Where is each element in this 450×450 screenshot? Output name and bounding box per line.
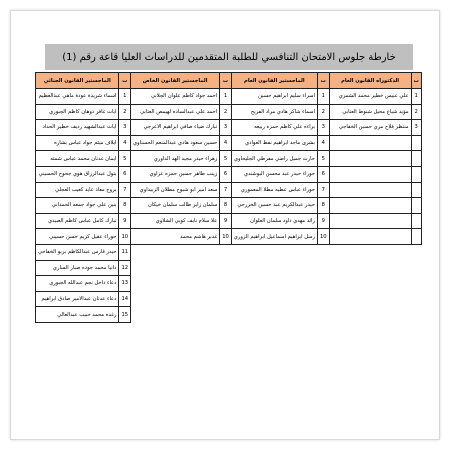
seat-number-cell: 3 xyxy=(411,120,421,136)
student-name-cell: اسماء شريدة عودة ماهي عبدالعظيم xyxy=(36,89,119,105)
student-name-cell: تبارك ضياء صافي ابراهيم الاعرجي xyxy=(131,120,220,136)
seat-number-cell: 10 xyxy=(317,229,329,245)
student-name-cell xyxy=(231,291,317,307)
header-master-private-law: الماجستير القانون الخاص xyxy=(131,73,220,89)
student-name-cell: حيدر عبدالكريم عبد حسين الخزرجي xyxy=(231,198,317,214)
student-name-cell xyxy=(329,198,411,214)
table-row xyxy=(36,182,422,198)
seat-number-cell xyxy=(411,151,421,167)
seat-number-cell: 1 xyxy=(411,89,421,105)
seat-number-cell: 14 xyxy=(119,291,131,307)
student-name-cell: رسل ابراهيم اسماعيل ابراهيم الزوري xyxy=(231,229,317,245)
seat-number-cell xyxy=(220,307,232,323)
student-name-cell xyxy=(131,291,220,307)
student-name-cell: مؤيد شياع محيل شنوط العتابي xyxy=(329,104,411,120)
student-name-cell: دانيا محمد جوده صبار الساري xyxy=(36,260,119,276)
student-name-cell xyxy=(131,307,220,323)
header-master-criminal-law: الماجستير القانون الجنائي xyxy=(36,73,119,89)
student-name-cell: سلمان زاير طالب سلمان خيكان xyxy=(131,198,220,214)
seat-number-cell: 7 xyxy=(119,182,131,198)
seat-number-cell: 9 xyxy=(220,213,232,229)
table-row xyxy=(36,291,422,307)
student-name-cell: بتول عبدالرزاق هوي جحوج الحسيني xyxy=(36,166,119,182)
student-name-cell: ايات غافر ذوهان كاظم الجبوري xyxy=(36,104,119,120)
student-name-cell xyxy=(231,276,317,292)
seat-number-cell xyxy=(317,276,329,292)
student-name-cell: سعد امير ابو شبوح مطلان الزبيداوي xyxy=(131,182,220,198)
table-row xyxy=(36,104,422,120)
header-row xyxy=(36,73,422,89)
seat-number-cell: 8 xyxy=(220,198,232,214)
seat-number-cell xyxy=(411,244,421,260)
seat-number-cell xyxy=(411,307,421,323)
student-name-cell: اسماء شاكر هادي مراد الفريح xyxy=(231,104,317,120)
seating-table xyxy=(35,72,422,323)
seat-number-cell: 2 xyxy=(317,104,329,120)
seat-number-cell xyxy=(411,198,421,214)
seat-number-cell: 5 xyxy=(220,151,232,167)
seat-number-cell: 4 xyxy=(317,135,329,151)
seating-table-body xyxy=(36,89,422,323)
table-row xyxy=(36,120,422,136)
seat-number-cell: 9 xyxy=(317,213,329,229)
seat-number-cell: 2 xyxy=(119,104,131,120)
student-name-cell: ايمان غدنان محمد عباس شمته xyxy=(36,151,119,167)
seat-number-cell xyxy=(411,166,421,182)
table-row xyxy=(36,307,422,323)
seat-number-cell: 10 xyxy=(220,229,232,245)
seat-number-cell: 2 xyxy=(220,104,232,120)
student-name-cell xyxy=(231,307,317,323)
seat-number-cell: 5 xyxy=(317,151,329,167)
seat-number-cell: 15 xyxy=(119,307,131,323)
seat-number-cell xyxy=(220,260,232,276)
student-name-cell: بروج معاذ عايد كعيب العجلي xyxy=(36,182,119,198)
student-name-cell: حيدر فارس عبدالكاظم بريو الخفاجي xyxy=(36,244,119,260)
student-name-cell xyxy=(329,182,411,198)
student-name-cell: زينب طاهر حسين حمزه عزاوي xyxy=(131,166,220,182)
student-name-cell: دعاء داخل نجم عبدالله الجبوري xyxy=(36,276,119,292)
header-n-master-public: ت xyxy=(317,73,329,89)
table-row xyxy=(36,89,422,105)
seat-number-cell: 6 xyxy=(220,166,232,182)
student-name-cell: اسراء سليم ابراهيم حسين xyxy=(231,89,317,105)
student-name-cell: احمد علي عبدالساده لهيمص العتابي xyxy=(131,104,220,120)
document-page xyxy=(10,10,440,440)
student-name-cell xyxy=(231,260,317,276)
seat-number-cell: 4 xyxy=(119,135,131,151)
student-name-cell xyxy=(329,213,411,229)
table-row xyxy=(36,260,422,276)
student-name-cell: براءه علي كاظم حمزه ربيعه xyxy=(231,120,317,136)
student-name-cell xyxy=(329,151,411,167)
student-name-cell xyxy=(329,307,411,323)
header-doctorate-public-law: الدكتوراه القانون العام xyxy=(329,73,411,89)
seat-number-cell: 5 xyxy=(119,151,131,167)
student-name-cell xyxy=(329,166,411,182)
seat-number-cell: 1 xyxy=(119,89,131,105)
student-name-cell xyxy=(131,276,220,292)
student-name-cell: رائد مهدي داود سلمان العلوان xyxy=(231,213,317,229)
student-name-cell xyxy=(329,291,411,307)
seat-number-cell xyxy=(411,182,421,198)
student-name-cell: منتظر فلاح مري حسين الخفاجي xyxy=(329,120,411,136)
student-name-cell: حوراء حيدر عبد محسن البوشندي xyxy=(231,166,317,182)
seat-number-cell: 12 xyxy=(119,260,131,276)
table-row xyxy=(36,135,422,151)
seat-number-cell xyxy=(411,291,421,307)
student-name-cell xyxy=(231,244,317,260)
student-name-cell: علي عبيس خطير محمد الشمري xyxy=(329,89,411,105)
seat-number-cell: 7 xyxy=(317,182,329,198)
seat-number-cell: 3 xyxy=(220,120,232,136)
header-n-doctorate: ت xyxy=(411,73,421,89)
student-name-cell xyxy=(329,229,411,245)
student-name-cell: دعاء عدنان عبدالامير صادق ابراهيم xyxy=(36,291,119,307)
student-name-cell: غدير هاشم محمد xyxy=(131,229,220,245)
seat-number-cell xyxy=(411,260,421,276)
student-name-cell: زهراء حيدر مجيد الهد الداوري xyxy=(131,151,220,167)
seat-number-cell: 1 xyxy=(317,89,329,105)
seat-number-cell xyxy=(317,260,329,276)
student-name-cell: بشرى ماجد ابراهيم نفط العوادي xyxy=(231,135,317,151)
table-row xyxy=(36,244,422,260)
seat-number-cell: 8 xyxy=(119,198,131,214)
seat-number-cell: 10 xyxy=(119,229,131,245)
student-name-cell: ايلاف ميثم جواد عباس بشاره xyxy=(36,135,119,151)
student-name-cell: رغده محمد حبيب عبدالعالي xyxy=(36,307,119,323)
seat-number-cell: 9 xyxy=(119,213,131,229)
student-name-cell xyxy=(131,244,220,260)
student-name-cell xyxy=(329,135,411,151)
table-row xyxy=(36,198,422,214)
student-name-cell: احمد جواد كاظم علوان الجلابي xyxy=(131,89,220,105)
seat-number-cell: 4 xyxy=(220,135,232,151)
seat-number-cell: 11 xyxy=(119,244,131,260)
sheet-title: خارطة جلوس الامتحان التنافسي للطلبة المتقدمين للدراسات العليا قاعة رقم (1) xyxy=(45,44,413,70)
table-row xyxy=(36,166,422,182)
header-n-master-criminal: ت xyxy=(119,73,131,89)
seat-number-cell xyxy=(411,229,421,245)
student-name-cell: بنين علي جواد جمعه الحمداني xyxy=(36,198,119,214)
seat-number-cell xyxy=(411,276,421,292)
seat-number-cell xyxy=(220,291,232,307)
student-name-cell: علا سلام نايف كوبي الشلاوي xyxy=(131,213,220,229)
student-name-cell: حسين سعود هادي عبدالمنعم الحسناوي xyxy=(131,135,220,151)
table-row xyxy=(36,276,422,292)
seat-number-cell: 6 xyxy=(317,166,329,182)
table-row xyxy=(36,213,422,229)
student-name-cell xyxy=(131,260,220,276)
student-name-cell: ايات عبدالشهيد رديف خطير الحداد xyxy=(36,120,119,136)
seat-number-cell xyxy=(317,291,329,307)
student-name-cell xyxy=(329,276,411,292)
seat-number-cell: 2 xyxy=(411,104,421,120)
student-name-cell: حارث جميل راضي مفرطي الجليحاوي xyxy=(231,151,317,167)
seat-number-cell: 8 xyxy=(317,198,329,214)
student-name-cell xyxy=(329,244,411,260)
student-name-cell: تبارك كامل عباس كاظم العبيدي xyxy=(36,213,119,229)
seat-number-cell: 6 xyxy=(119,166,131,182)
seat-number-cell: 1 xyxy=(220,89,232,105)
seat-number-cell: 7 xyxy=(220,182,232,198)
table-row xyxy=(36,151,422,167)
seat-number-cell xyxy=(411,135,421,151)
seat-number-cell xyxy=(317,244,329,260)
student-name-cell: حوراء عقيل كريم حسن حسيني xyxy=(36,229,119,245)
student-name-cell xyxy=(329,260,411,276)
seat-number-cell: 3 xyxy=(119,120,131,136)
header-master-public-law: الماجستير القانون العام xyxy=(231,73,317,89)
seat-number-cell xyxy=(220,244,232,260)
seat-number-cell xyxy=(220,276,232,292)
header-n-master-private: ت xyxy=(220,73,232,89)
seat-number-cell: 3 xyxy=(317,120,329,136)
seat-number-cell: 13 xyxy=(119,276,131,292)
seat-number-cell xyxy=(317,307,329,323)
seat-number-cell xyxy=(411,213,421,229)
student-name-cell: حوراء عباس عطيه مطلا المعموري xyxy=(231,182,317,198)
table-row xyxy=(36,229,422,245)
